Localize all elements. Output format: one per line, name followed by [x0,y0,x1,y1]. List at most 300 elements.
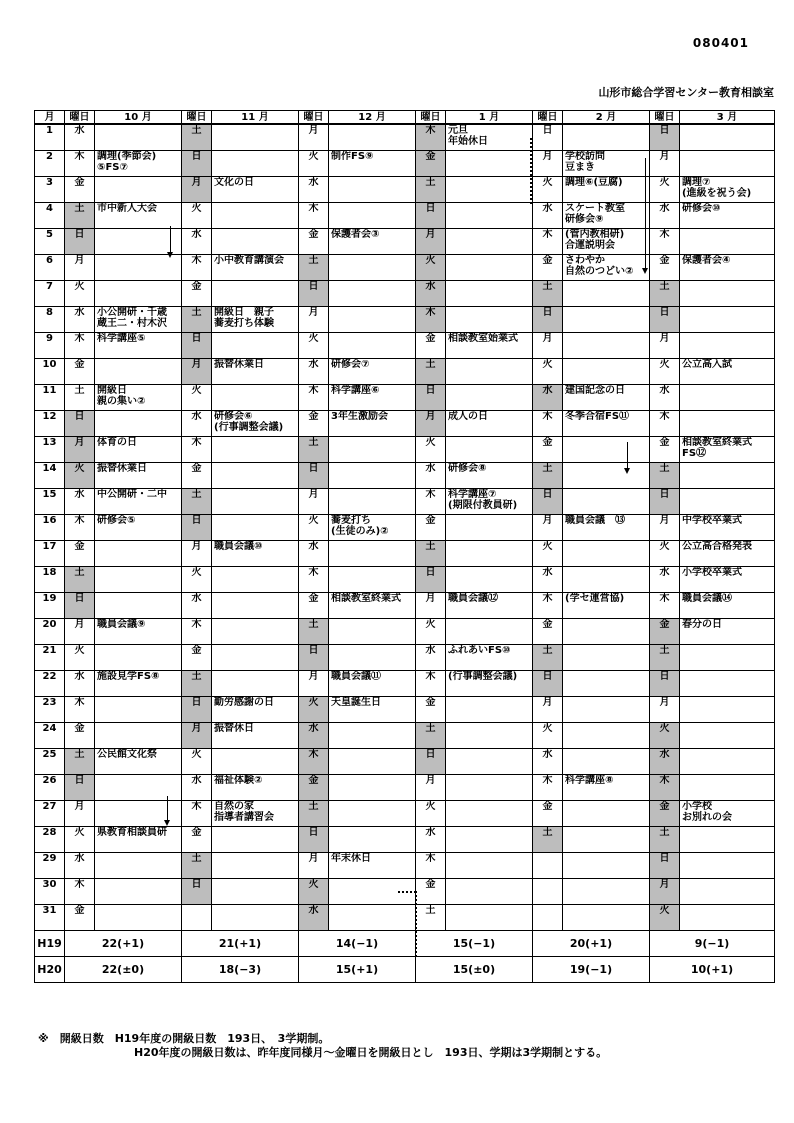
event-cell [446,359,533,385]
summary-value: 20(+1) [533,931,650,957]
weekday-cell: 土 [182,853,212,879]
weekday-cell: 土 [65,385,95,411]
weekday-cell: 月 [182,177,212,203]
event-cell [329,567,416,593]
weekday-cell: 火 [65,463,95,489]
event-cell [212,567,299,593]
weekday-cell: 日 [650,489,680,515]
event-cell [680,359,775,385]
weekday-cell: 日 [416,567,446,593]
event-cell [563,723,650,749]
event-cell [446,203,533,229]
day-row [35,359,775,385]
event-cell [446,905,533,931]
event-cell [95,203,182,229]
weekday-cell: 水 [299,541,329,567]
event-cell [446,879,533,905]
summary-value: 19(−1) [533,957,650,983]
event-cell [212,879,299,905]
event-text: 職員会議⑪ [331,671,381,682]
weekday-cell: 木 [416,671,446,697]
header-weekday: 曜日 [182,111,212,125]
weekday-cell: 火 [182,749,212,775]
document-code: 080401 [692,36,749,50]
day-row [35,567,775,593]
weekday-cell: 水 [416,827,446,853]
weekday-cell: 火 [416,255,446,281]
summary-row-h19 [35,931,775,957]
weekday-cell: 木 [416,489,446,515]
event-cell [95,593,182,619]
weekday-cell: 水 [299,359,329,385]
event-text: 振替休業日 [214,359,264,370]
weekday-cell: 火 [416,801,446,827]
event-cell [563,801,650,827]
event-cell [563,124,650,151]
header-row [35,111,775,125]
weekday-cell: 日 [533,307,563,333]
weekday-cell: 木 [533,775,563,801]
event-cell [563,593,650,619]
event-text: 開級日 親子 蕎麦打ち体験 [214,307,274,329]
day-number: 2 [35,151,65,177]
event-cell [95,437,182,463]
event-cell [563,333,650,359]
weekday-cell: 金 [533,255,563,281]
down-arrow-icon [167,796,168,824]
weekday-cell [533,853,563,879]
event-cell [563,671,650,697]
weekday-cell: 木 [533,593,563,619]
event-cell [563,255,650,281]
event-cell [680,671,775,697]
weekday-cell: 金 [416,697,446,723]
weekday-cell: 金 [416,151,446,177]
day-number: 11 [35,385,65,411]
event-cell [446,723,533,749]
event-cell [563,905,650,931]
event-cell [563,645,650,671]
weekday-cell: 金 [416,879,446,905]
event-cell [446,333,533,359]
weekday-cell: 木 [182,619,212,645]
day-number: 9 [35,333,65,359]
event-cell [329,515,416,541]
day-number: 28 [35,827,65,853]
weekday-cell: 土 [299,619,329,645]
event-cell [329,775,416,801]
weekday-cell: 月 [182,541,212,567]
weekday-cell: 月 [650,151,680,177]
weekday-cell: 日 [65,593,95,619]
event-cell [563,307,650,333]
weekday-cell: 月 [299,307,329,333]
day-row [35,333,775,359]
weekday-cell: 土 [650,827,680,853]
weekday-cell: 水 [65,489,95,515]
event-cell [563,437,650,463]
weekday-cell: 月 [533,333,563,359]
weekday-cell: 木 [65,515,95,541]
event-cell [95,255,182,281]
event-text: ふれあいFS⑩ [448,645,511,656]
event-cell [212,827,299,853]
event-cell [680,619,775,645]
weekday-cell: 水 [533,749,563,775]
continuation-dotted-line [398,891,416,893]
event-cell [212,593,299,619]
event-text: 冬季合宿FS⑪ [565,411,630,422]
day-row [35,437,775,463]
weekday-cell: 火 [299,879,329,905]
weekday-cell: 土 [533,645,563,671]
weekday-cell: 金 [182,463,212,489]
weekday-cell: 火 [533,723,563,749]
day-number: 10 [35,359,65,385]
event-cell [563,515,650,541]
weekday-cell: 日 [650,671,680,697]
weekday-cell: 日 [182,333,212,359]
weekday-cell: 水 [533,567,563,593]
weekday-cell: 日 [182,151,212,177]
weekday-cell: 水 [416,645,446,671]
summary-value: 10(+1) [650,957,775,983]
event-cell [446,307,533,333]
weekday-cell: 金 [65,359,95,385]
event-cell [95,411,182,437]
event-cell [446,385,533,411]
event-cell [212,515,299,541]
event-cell [680,203,775,229]
weekday-cell: 水 [416,463,446,489]
event-cell [680,333,775,359]
weekday-cell: 月 [299,489,329,515]
summary-row-h20 [35,957,775,983]
event-cell [95,281,182,307]
weekday-cell: 月 [182,723,212,749]
event-text: 研修会⑤ [97,515,136,526]
weekday-cell [182,905,212,931]
weekday-cell: 日 [416,749,446,775]
continuation-dotted-line [530,138,532,204]
weekday-cell: 金 [650,437,680,463]
event-cell [212,359,299,385]
summary-label: H19 [35,931,65,957]
weekday-cell: 月 [65,801,95,827]
event-text: さわやか 自然のつどい② [565,255,634,277]
event-text: 小学校卒業式 [682,567,742,578]
weekday-cell: 水 [650,567,680,593]
event-text: 職員会議⑨ [97,619,146,630]
event-cell [212,749,299,775]
day-number: 7 [35,281,65,307]
event-cell [446,151,533,177]
event-cell [446,593,533,619]
event-cell [446,827,533,853]
weekday-cell: 水 [182,229,212,255]
day-row [35,801,775,827]
weekday-cell: 木 [182,801,212,827]
weekday-cell: 日 [65,229,95,255]
event-cell [329,671,416,697]
weekday-cell: 木 [65,333,95,359]
event-text: 公民館文化祭 [97,749,157,760]
weekday-cell: 金 [299,775,329,801]
event-cell [563,229,650,255]
event-cell [563,541,650,567]
weekday-cell: 日 [299,645,329,671]
event-text: 成人の日 [448,411,488,422]
event-text: 県教育相談員研 [97,827,167,838]
day-number: 21 [35,645,65,671]
weekday-cell: 日 [299,463,329,489]
day-row [35,749,775,775]
event-cell [446,411,533,437]
day-row [35,489,775,515]
weekday-cell: 月 [533,697,563,723]
event-cell [95,879,182,905]
event-cell [446,645,533,671]
weekday-cell: 水 [650,749,680,775]
event-text: 中学校卒業式 [682,515,742,526]
day-number: 12 [35,411,65,437]
event-text: 相談教室始業式 [448,333,518,344]
header-weekday: 曜日 [650,111,680,125]
event-text: 職員会議⑩ [214,541,263,552]
weekday-cell: 水 [299,177,329,203]
weekday-cell: 木 [65,151,95,177]
weekday-cell: 水 [182,775,212,801]
weekday-cell: 木 [533,229,563,255]
event-text: 勤労感謝の日 [214,697,274,708]
day-row [35,593,775,619]
event-cell [446,463,533,489]
weekday-cell: 木 [533,411,563,437]
event-cell [95,905,182,931]
event-cell [212,723,299,749]
day-row [35,775,775,801]
event-text: 振替休業日 [97,463,147,474]
event-text: 調理(季節会) ⑤FS⑦ [97,151,157,173]
event-cell [95,229,182,255]
header-weekday: 曜日 [299,111,329,125]
weekday-cell: 月 [650,515,680,541]
weekday-cell: 火 [650,359,680,385]
day-number: 27 [35,801,65,827]
event-cell [95,541,182,567]
event-cell [329,619,416,645]
event-cell [446,255,533,281]
event-cell [329,177,416,203]
event-cell [563,411,650,437]
event-cell [329,151,416,177]
header-month-1: 1 月 [446,111,533,125]
weekday-cell: 火 [65,827,95,853]
weekday-cell: 金 [533,801,563,827]
day-row [35,853,775,879]
weekday-cell: 火 [182,567,212,593]
event-text: 建国記念の日 [565,385,625,396]
event-text: 科学講座⑤ [97,333,146,344]
event-cell [446,281,533,307]
event-text: 公立高合格発表 [682,541,752,552]
weekday-cell: 火 [182,203,212,229]
weekday-cell: 水 [65,124,95,151]
weekday-cell: 日 [416,385,446,411]
event-text: 職員会議 ⑬ [565,515,625,526]
weekday-cell: 月 [65,437,95,463]
weekday-cell: 木 [650,411,680,437]
day-row [35,177,775,203]
event-text: 研修会⑦ [331,359,370,370]
event-cell [446,671,533,697]
event-cell [212,697,299,723]
event-cell [680,775,775,801]
weekday-cell: 水 [65,853,95,879]
event-cell [212,151,299,177]
day-number: 19 [35,593,65,619]
event-cell [329,281,416,307]
weekday-cell: 火 [650,541,680,567]
event-cell [95,671,182,697]
weekday-cell: 日 [650,853,680,879]
event-cell [212,853,299,879]
event-cell [95,333,182,359]
event-text: 小中教育講演会 [214,255,284,266]
weekday-cell: 水 [416,281,446,307]
day-number: 13 [35,437,65,463]
event-cell [680,177,775,203]
event-cell [446,697,533,723]
event-text: スケート教室 研修会⑨ [565,203,625,225]
event-text: 春分の日 [682,619,722,630]
weekday-cell: 日 [533,124,563,151]
weekday-cell: 水 [533,203,563,229]
event-cell [446,775,533,801]
event-cell [680,567,775,593]
event-text: 調理⑦ (進級を祝う会) [682,177,752,199]
event-cell [212,905,299,931]
weekday-cell: 水 [182,411,212,437]
day-number: 3 [35,177,65,203]
weekday-cell: 木 [416,307,446,333]
weekday-cell: 日 [182,697,212,723]
summary-value: 22(+1) [65,931,182,957]
event-text: 相談教室終業式 [331,593,401,604]
event-cell [680,151,775,177]
event-cell [446,124,533,151]
event-cell [95,619,182,645]
event-cell [446,567,533,593]
event-cell [680,723,775,749]
weekday-cell: 金 [416,515,446,541]
weekday-cell: 土 [65,203,95,229]
note-line-1: ※ 開級日数 H19年度の開級日数 193日、 3学期制。 [38,1032,330,1045]
weekday-cell: 火 [299,697,329,723]
event-cell [563,489,650,515]
event-cell [329,385,416,411]
school-calendar-table [34,110,775,983]
weekday-cell: 金 [182,645,212,671]
weekday-cell: 金 [299,229,329,255]
weekday-cell: 土 [650,281,680,307]
event-cell [212,229,299,255]
event-cell [95,124,182,151]
event-cell [212,124,299,151]
event-cell [95,827,182,853]
day-row [35,255,775,281]
event-text: 職員会議⑭ [682,593,732,604]
event-cell [329,827,416,853]
weekday-cell: 土 [533,827,563,853]
weekday-cell: 土 [533,281,563,307]
event-cell [212,333,299,359]
event-cell [680,801,775,827]
event-cell [212,177,299,203]
event-cell [212,801,299,827]
continuation-dotted-line [415,891,417,957]
day-number: 14 [35,463,65,489]
event-text: 市中新人大会 [97,203,157,214]
weekday-cell: 金 [182,827,212,853]
weekday-cell: 金 [65,905,95,931]
weekday-cell: 土 [65,749,95,775]
summary-value: 15(+1) [299,957,416,983]
event-text: 体育の日 [97,437,137,448]
weekday-cell [533,879,563,905]
event-text: (行事調整会議) [448,671,518,682]
weekday-cell: 金 [416,333,446,359]
day-row [35,697,775,723]
event-cell [95,489,182,515]
day-row [35,905,775,931]
event-cell [680,229,775,255]
weekday-cell: 金 [533,619,563,645]
event-cell [329,853,416,879]
event-cell [563,359,650,385]
event-text: 研修会⑥ (行事調整会議) [214,411,284,433]
weekday-cell: 土 [416,905,446,931]
weekday-cell: 土 [416,723,446,749]
event-cell [446,749,533,775]
weekday-cell: 水 [650,203,680,229]
weekday-cell: 水 [299,905,329,931]
event-text: (学セ運営協) [565,593,625,604]
weekday-cell: 火 [650,177,680,203]
summary-value: 22(±0) [65,957,182,983]
day-number: 31 [35,905,65,931]
weekday-cell: 土 [182,307,212,333]
event-text: 調理⑥(豆腐) [565,177,623,188]
event-cell [95,697,182,723]
weekday-cell: 金 [299,593,329,619]
event-cell [680,697,775,723]
event-cell [680,411,775,437]
weekday-cell: 日 [65,411,95,437]
weekday-cell: 木 [299,385,329,411]
event-text: 保護者会③ [331,229,380,240]
weekday-cell: 月 [299,853,329,879]
weekday-cell: 日 [416,203,446,229]
event-cell [212,619,299,645]
weekday-cell: 水 [533,385,563,411]
weekday-cell: 日 [182,879,212,905]
event-cell [329,203,416,229]
event-cell [563,697,650,723]
summary-value: 15(±0) [416,957,533,983]
day-row [35,515,775,541]
event-text: 中公開研・二中 [97,489,167,500]
